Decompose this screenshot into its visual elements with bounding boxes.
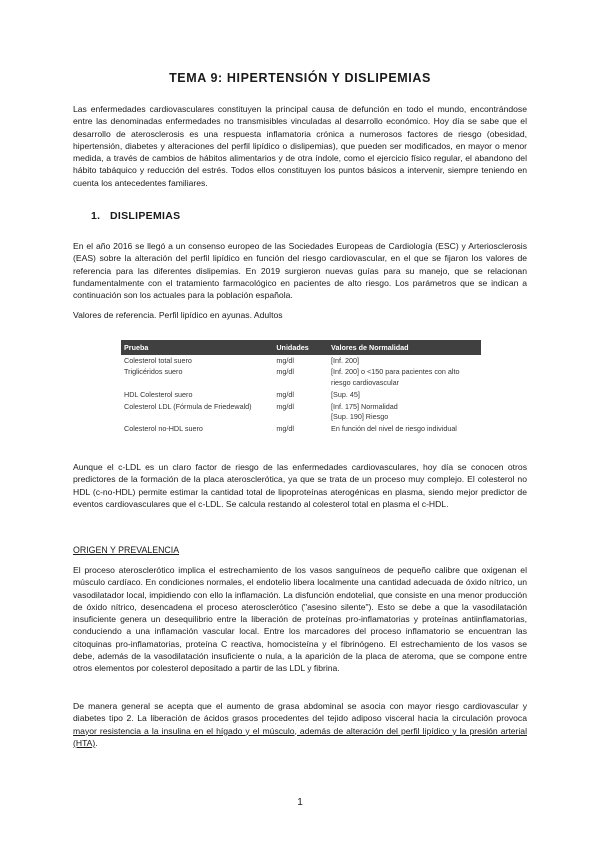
header-valores: Valores de Normalidad (328, 340, 481, 355)
abdominal-fat-paragraph (73, 700, 527, 749)
origin-prevalence-heading: ORIGEN Y PREVALENCIA (73, 545, 180, 555)
cell-prueba: Colesterol total suero (124, 355, 192, 365)
cell-valores (328, 401, 481, 424)
page-title: TEMA 9: HIPERTENSIÓN Y DISLIPEMIAS (169, 71, 431, 85)
cell-valores: [Sup. 45] (331, 389, 360, 399)
cldl-paragraph: Aunque el c-LDL es un claro factor de riesgo de las enfermedades cardiovasculares, hoy día se conocen otros predictores de la formación de la placa aterosclerótica, ya que se trata de un proceso muy complejo. El colesterol no HDL (c-no-HDL) permite estimar la cantidad total de lipoproteínas aterogénicas en plasma, siendo mejor predictor de eventos cardiovasculares que el c-LDL. Se calcula restando al colesterol total en plasma el c-HDL. (73, 462, 527, 509)
atherosclerosis-paragraph: El proceso aterosclerótico implica el estrechamiento de los vasos sanguíneos de pequeño calibre que oxigenan el músculo cardíaco. En condiciones normales, el endotelio libera localmente una cantidad adecuada de óxido nítrico, un vasodilatador local, impidiendo con ello la inflamación. La disfunción endotelial, que consiste en una menor producción de óxido nítrico, desencadena el proceso aterosclerótico ("asesino silente"). Esto se debe a que la vasodilatación insuficiente genera un desequilibrio entre la liberación de proteínas pro-inflamatorias y proteínas antiinflamatorias, conduciendo a una inflamación vascular local. Entre los marcadores del proceso inflamatorio se encuentran las citoquinas pro-inflamatorias, proteína C reactiva, homocisteína y el fibrinógeno. El estrechamiento de los vasos se debe, además de la vasodilatación insuficiente o nula, a la aparición de la placa de ateroma, que se compone entre otros elementos por colesterol depositado a partir de las LDL y fibrina. (73, 565, 527, 674)
header-prueba: Prueba (121, 340, 273, 355)
table-row (121, 355, 481, 367)
para4-underlined: mayor resistencia a la insulina en el hígado y el músculo, además de alteración del perfil lipídico y la presión arterial (HTA) (73, 725, 527, 748)
reference-values-table (121, 340, 481, 436)
para4-end: . (95, 737, 98, 748)
cell-valores-line2: [Sup. 190] Riesgo (331, 412, 389, 422)
cell-unidades: mg/dl (276, 389, 294, 399)
cell-unidades: mg/dl (276, 367, 294, 377)
para4-start: De manera general se acepta que el aumento de grasa abdominal se asocia con mayor riesgo cardiovascular y diabetes tipo 2. La liberación de ácidos grasos procedentes del tejido adiposo visceral hacia la circulación provoca (73, 701, 527, 724)
table-row (121, 401, 481, 424)
intro-paragraph: Las enfermedades cardiovasculares constituyen la principal causa de defunción en todo el mundo, encontrándose entre las denominadas enfermedades no transmisibles vinculadas al desarrollo económico. Hoy día se sabe que el desarrollo de aterosclerosis es una respuesta inflamatoria crónica a numerosos factores de riesgo (obesidad, hipertensión, diabetes y alteraciones del perfil lipídico o dislipemias), que pueden ser modificados, en mayor o menor medida, a través de cambios de hábitos alimentarios y de otra índole, como el ejercicio físico regular, el abandono del hábito tabáquico y reducción del estrés. Todos ellos constituyen los puntos básicos a intervenir, siempre teniendo en cuenta los antecedentes familiares. (73, 104, 527, 188)
cell-prueba: HDL Colesterol suero (124, 389, 193, 399)
cell-valores: [Inf. 200] (331, 355, 360, 365)
section-number: 1. (91, 210, 101, 222)
consensus-paragraph: En el año 2016 se llegó a un consenso europeo de las Sociedades Europeas de Cardiología (ESC) y Arteriosclerosis (EAS) sobre la alteración del perfil lipídico en función del riesgo cardiovascular, en el que se fijaron los valores de referencia para las diferentes dislipemias. En 2019 surgieron nuevas guías para su manejo, que se relacionan fundamentalmente con el tratamiento farmacológico en pacientes de alto riesgo. Los parámetros que se indican a continuación son los actuales para la población española. (73, 241, 527, 301)
section-heading-dislipemias (91, 210, 180, 222)
table-row (121, 424, 481, 436)
cell-prueba: Colesterol LDL (Fórmula de Friedewald) (124, 401, 252, 411)
cell-valores: [Inf. 200] o <150 para pacientes con alto riesgo cardiovascular (331, 367, 460, 388)
cell-prueba: Triglicéridos suero (124, 367, 183, 377)
cell-unidades: mg/dl (276, 401, 294, 411)
cell-valores-line1: [Inf. 175] Normalidad (331, 401, 398, 411)
table-header-row (121, 340, 481, 355)
table-row (121, 367, 481, 390)
cell-prueba: Colesterol no-HDL suero (124, 424, 203, 434)
header-unidades: Unidades (273, 340, 328, 355)
table-caption: Valores de referencia. Perfil lipídico en ayunas. Adultos (73, 310, 283, 320)
page-number: 1 (297, 797, 303, 808)
cell-valores: En función del nivel de riesgo individual (331, 424, 457, 434)
section-title: DISLIPEMIAS (110, 210, 181, 222)
table-row (121, 389, 481, 401)
cell-unidades: mg/dl (276, 424, 294, 434)
cell-unidades: mg/dl (276, 355, 294, 365)
